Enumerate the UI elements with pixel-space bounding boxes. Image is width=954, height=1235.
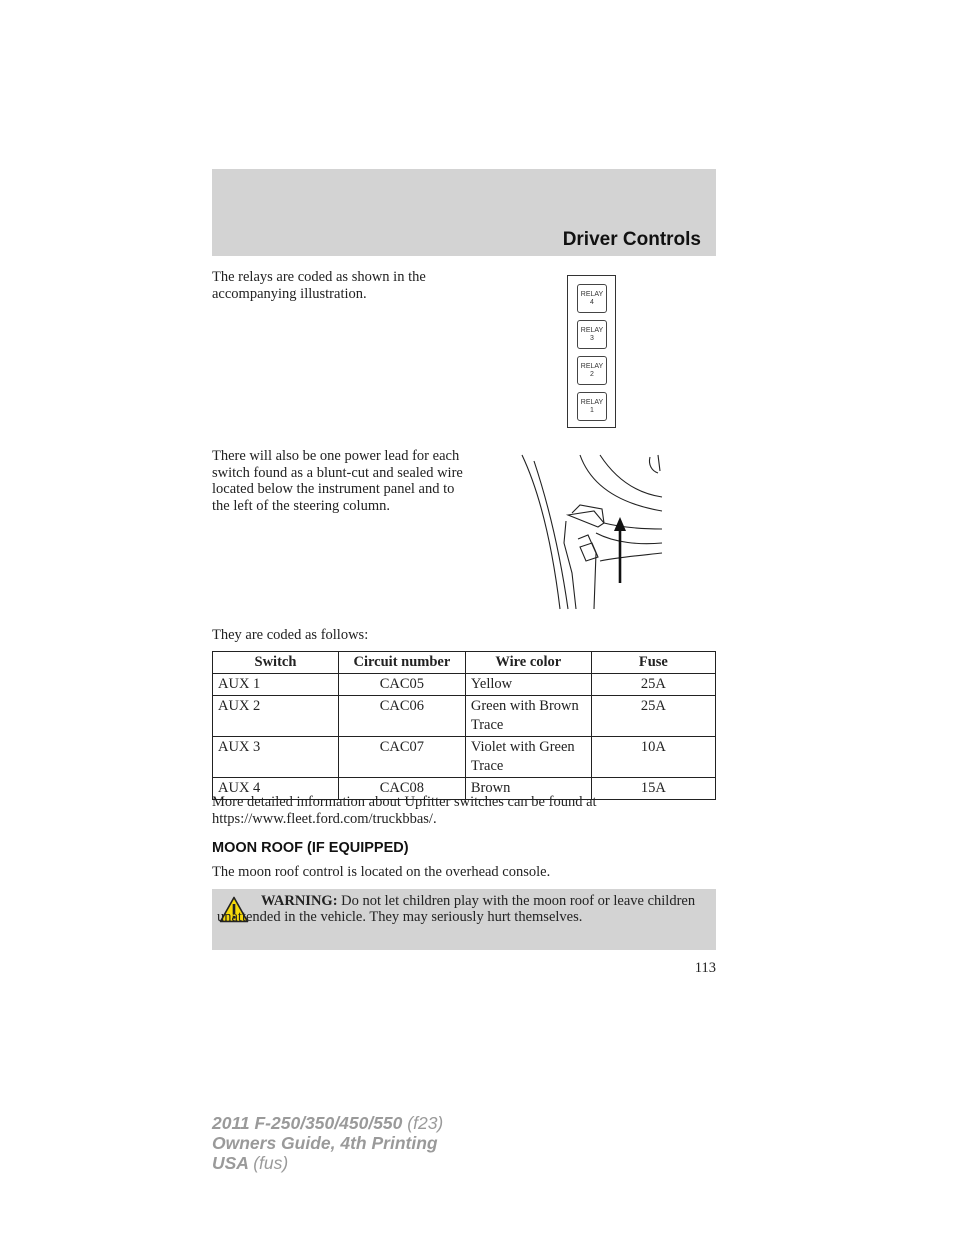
- warning-text: [217, 893, 712, 925]
- column-header: Wire color: [465, 652, 591, 674]
- circuit-cell: CAC05: [338, 674, 465, 696]
- circuit-cell: CAC07: [338, 737, 465, 778]
- fuse-cell: 25A: [591, 696, 715, 737]
- warning-box: [212, 889, 716, 950]
- column-header: Switch: [213, 652, 339, 674]
- power-lead-location-illustration: [520, 453, 665, 611]
- wire-color-cell: Brown: [465, 778, 591, 800]
- upfitter-info: More detailed information about Upfitter switches can be found at https://www.fleet.ford.com/truckbbas/.: [212, 794, 597, 827]
- footer-region-code: (fus): [253, 1153, 289, 1173]
- warning-message: Do not let children play with the moon roof or leave children unattended in the vehicle. They may seriously hurt themselves.: [217, 893, 696, 926]
- relay-panel-illustration: [567, 275, 616, 428]
- moon-roof-description: The moon roof control is located on the overhead console.: [212, 864, 551, 880]
- section-title: Driver Controls: [562, 229, 701, 250]
- relay-4: [577, 284, 607, 313]
- circuit-cell: CAC08: [338, 778, 465, 800]
- relay-label: RELAY: [580, 291, 604, 298]
- wire-color-cell: Yellow: [465, 674, 591, 696]
- relay-number: 2: [590, 371, 594, 378]
- table-row: [213, 696, 716, 737]
- relay-2: [577, 356, 607, 385]
- column-header: Fuse: [591, 652, 715, 674]
- column-header: Circuit number: [338, 652, 465, 674]
- table-header-row: [213, 652, 716, 674]
- fuse-cell: 25A: [591, 674, 715, 696]
- footer-model-line: [212, 1113, 443, 1133]
- footer-model: 2011 F-250/350/450/550: [212, 1113, 403, 1133]
- coding-intro: They are coded as follows:: [212, 627, 369, 643]
- footer-region-line: [212, 1153, 443, 1173]
- switch-cell: AUX 2: [213, 696, 339, 737]
- switch-cell: AUX 1: [213, 674, 339, 696]
- footer: [212, 1113, 443, 1173]
- relay-label: RELAY: [580, 327, 604, 334]
- fuse-cell: 10A: [591, 737, 715, 778]
- switch-coding-table: [212, 651, 716, 800]
- relay-description: The relays are coded as shown in the accompanying illustration.: [212, 269, 426, 302]
- circuit-cell: CAC06: [338, 696, 465, 737]
- page-number: 113: [694, 960, 716, 976]
- relay-number: 1: [590, 407, 594, 414]
- relay-label: RELAY: [580, 399, 604, 406]
- relay-3: [577, 320, 607, 349]
- footer-region: USA: [212, 1153, 249, 1173]
- relay-number: 3: [590, 335, 594, 342]
- relay-1: [577, 392, 607, 421]
- fuse-cell: 15A: [591, 778, 715, 800]
- relay-label: RELAY: [580, 363, 604, 370]
- table-row: [213, 737, 716, 778]
- footer-guide: Owners Guide, 4th Printing: [212, 1133, 438, 1153]
- table-row: [213, 674, 716, 696]
- wire-color-cell: Violet with Green Trace: [465, 737, 591, 778]
- footer-model-code: (f23): [407, 1113, 444, 1133]
- header-band: [212, 169, 716, 256]
- power-lead-description: There will also be one power lead for each switch found as a blunt-cut and sealed wire located below the instrument panel and to the left of the steering column.: [212, 448, 463, 514]
- switch-cell: AUX 3: [213, 737, 339, 778]
- relay-number: 4: [590, 299, 594, 306]
- wire-color-cell: Green with Brown Trace: [465, 696, 591, 737]
- moon-roof-heading: MOON ROOF (IF EQUIPPED): [212, 840, 409, 856]
- warning-label: WARNING:: [261, 893, 338, 909]
- switch-cell: AUX 4: [213, 778, 339, 800]
